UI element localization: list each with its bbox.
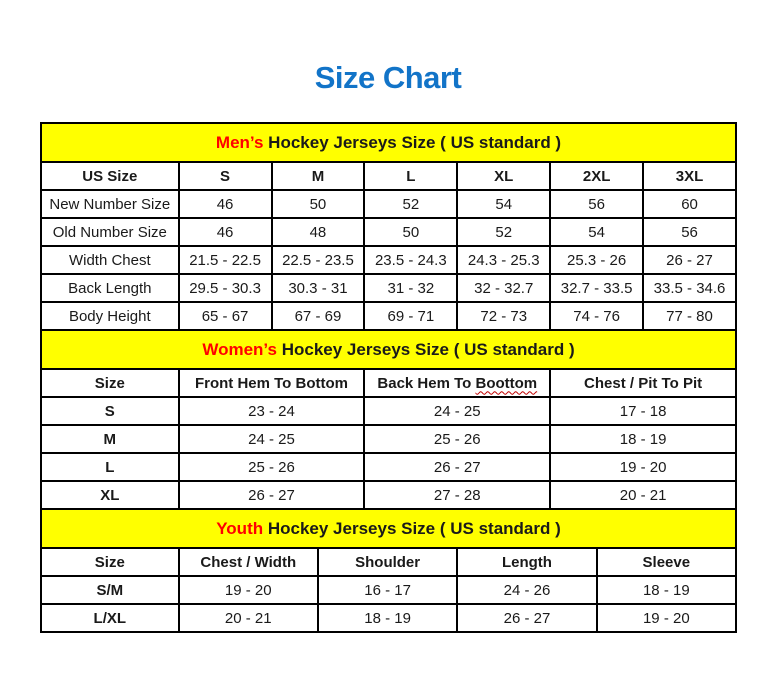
womens-value-cell: 26 - 27 (179, 481, 365, 509)
mens-table-row (41, 218, 736, 246)
mens-column-header: L (364, 162, 457, 190)
womens-value-cell: 24 - 25 (364, 397, 550, 425)
youth-row-label: S/M (41, 576, 179, 604)
womens-value-cell: 27 - 28 (364, 481, 550, 509)
mens-value-cell: 72 - 73 (457, 302, 550, 330)
mens-column-header: M (272, 162, 365, 190)
youth-value-cell: 24 - 26 (457, 576, 596, 604)
womens-row-label: M (41, 425, 179, 453)
womens-title-text: Hockey Jerseys Size ( US standard ) (276, 339, 575, 359)
mens-value-cell: 30.3 - 31 (272, 274, 365, 302)
mens-table-row (41, 246, 736, 274)
mens-row-label: Old Number Size (41, 218, 179, 246)
womens-value-cell: 26 - 27 (364, 453, 550, 481)
womens-row-label: L (41, 453, 179, 481)
mens-column-header: US Size (41, 162, 179, 190)
womens-row-label: S (41, 397, 179, 425)
mens-title-accent: Men’s (215, 132, 264, 152)
youth-value-cell: 20 - 21 (179, 604, 318, 632)
mens-value-cell: 46 (179, 218, 272, 246)
youth-size-table (40, 508, 737, 633)
youth-row-label: L/XL (41, 604, 179, 632)
womens-size-table (40, 329, 737, 510)
mens-value-cell: 52 (364, 190, 457, 218)
mens-value-cell: 32 - 32.7 (457, 274, 550, 302)
youth-value-cell: 26 - 27 (457, 604, 596, 632)
mens-value-cell: 60 (643, 190, 736, 218)
youth-column-header: Sleeve (597, 548, 736, 576)
mens-table-row (41, 302, 736, 330)
womens-table-row (41, 425, 736, 453)
mens-value-cell: 26 - 27 (643, 246, 736, 274)
womens-column-header: Back Hem To Boottom (364, 369, 550, 397)
misspelled-word: Boottom (475, 374, 538, 392)
womens-value-cell: 17 - 18 (550, 397, 736, 425)
womens-table-row (41, 397, 736, 425)
youth-value-cell: 18 - 19 (318, 604, 457, 632)
mens-value-cell: 54 (457, 190, 550, 218)
youth-column-header: Length (457, 548, 596, 576)
youth-title-text: Hockey Jerseys Size ( US standard ) (263, 518, 561, 538)
mens-value-cell: 65 - 67 (179, 302, 272, 330)
mens-size-table (40, 122, 737, 331)
mens-column-header: S (179, 162, 272, 190)
mens-table-row (41, 190, 736, 218)
youth-column-header: Size (41, 548, 179, 576)
mens-value-cell: 23.5 - 24.3 (364, 246, 457, 274)
womens-column-header: Size (41, 369, 179, 397)
mens-title-text: Hockey Jerseys Size ( US standard ) (263, 132, 562, 152)
youth-section-title (41, 509, 736, 548)
mens-row-label: New Number Size (41, 190, 179, 218)
womens-title-accent: Women’s (202, 339, 277, 359)
mens-column-header: 2XL (550, 162, 643, 190)
womens-column-header: Chest / Pit To Pit (550, 369, 736, 397)
size-tables (40, 122, 737, 633)
mens-value-cell: 31 - 32 (364, 274, 457, 302)
mens-value-cell: 52 (457, 218, 550, 246)
womens-value-cell: 19 - 20 (550, 453, 736, 481)
womens-value-cell: 25 - 26 (364, 425, 550, 453)
youth-title-accent: Youth (216, 518, 264, 538)
youth-value-cell: 18 - 19 (597, 576, 736, 604)
mens-value-cell: 56 (550, 190, 643, 218)
mens-section-title (41, 123, 736, 162)
mens-value-cell: 74 - 76 (550, 302, 643, 330)
youth-value-cell: 16 - 17 (318, 576, 457, 604)
mens-value-cell: 50 (272, 190, 365, 218)
youth-value-cell: 19 - 20 (179, 576, 318, 604)
youth-table-row (41, 576, 736, 604)
womens-section-title (41, 330, 736, 369)
mens-value-cell: 69 - 71 (364, 302, 457, 330)
mens-value-cell: 33.5 - 34.6 (643, 274, 736, 302)
mens-value-cell: 46 (179, 190, 272, 218)
youth-column-header: Shoulder (318, 548, 457, 576)
mens-value-cell: 67 - 69 (272, 302, 365, 330)
mens-value-cell: 56 (643, 218, 736, 246)
mens-value-cell: 29.5 - 30.3 (179, 274, 272, 302)
mens-value-cell: 32.7 - 33.5 (550, 274, 643, 302)
mens-value-cell: 21.5 - 22.5 (179, 246, 272, 274)
youth-column-header: Chest / Width (179, 548, 318, 576)
womens-value-cell: 24 - 25 (179, 425, 365, 453)
mens-column-header: XL (457, 162, 550, 190)
mens-value-cell: 54 (550, 218, 643, 246)
womens-value-cell: 23 - 24 (179, 397, 365, 425)
womens-row-label: XL (41, 481, 179, 509)
mens-value-cell: 22.5 - 23.5 (272, 246, 365, 274)
page-title: Size Chart (314, 60, 462, 95)
womens-table-row (41, 453, 736, 481)
youth-table-row (41, 604, 736, 632)
mens-table-row (41, 274, 736, 302)
mens-value-cell: 48 (272, 218, 365, 246)
mens-value-cell: 50 (364, 218, 457, 246)
womens-table-row (41, 481, 736, 509)
mens-value-cell: 25.3 - 26 (550, 246, 643, 274)
mens-column-header: 3XL (643, 162, 736, 190)
womens-value-cell: 20 - 21 (550, 481, 736, 509)
mens-row-label: Back Length (41, 274, 179, 302)
womens-value-cell: 25 - 26 (179, 453, 365, 481)
mens-row-label: Width Chest (41, 246, 179, 274)
youth-value-cell: 19 - 20 (597, 604, 736, 632)
mens-value-cell: 24.3 - 25.3 (457, 246, 550, 274)
womens-value-cell: 18 - 19 (550, 425, 736, 453)
womens-column-header: Front Hem To Bottom (179, 369, 365, 397)
mens-row-label: Body Height (41, 302, 179, 330)
mens-value-cell: 77 - 80 (643, 302, 736, 330)
